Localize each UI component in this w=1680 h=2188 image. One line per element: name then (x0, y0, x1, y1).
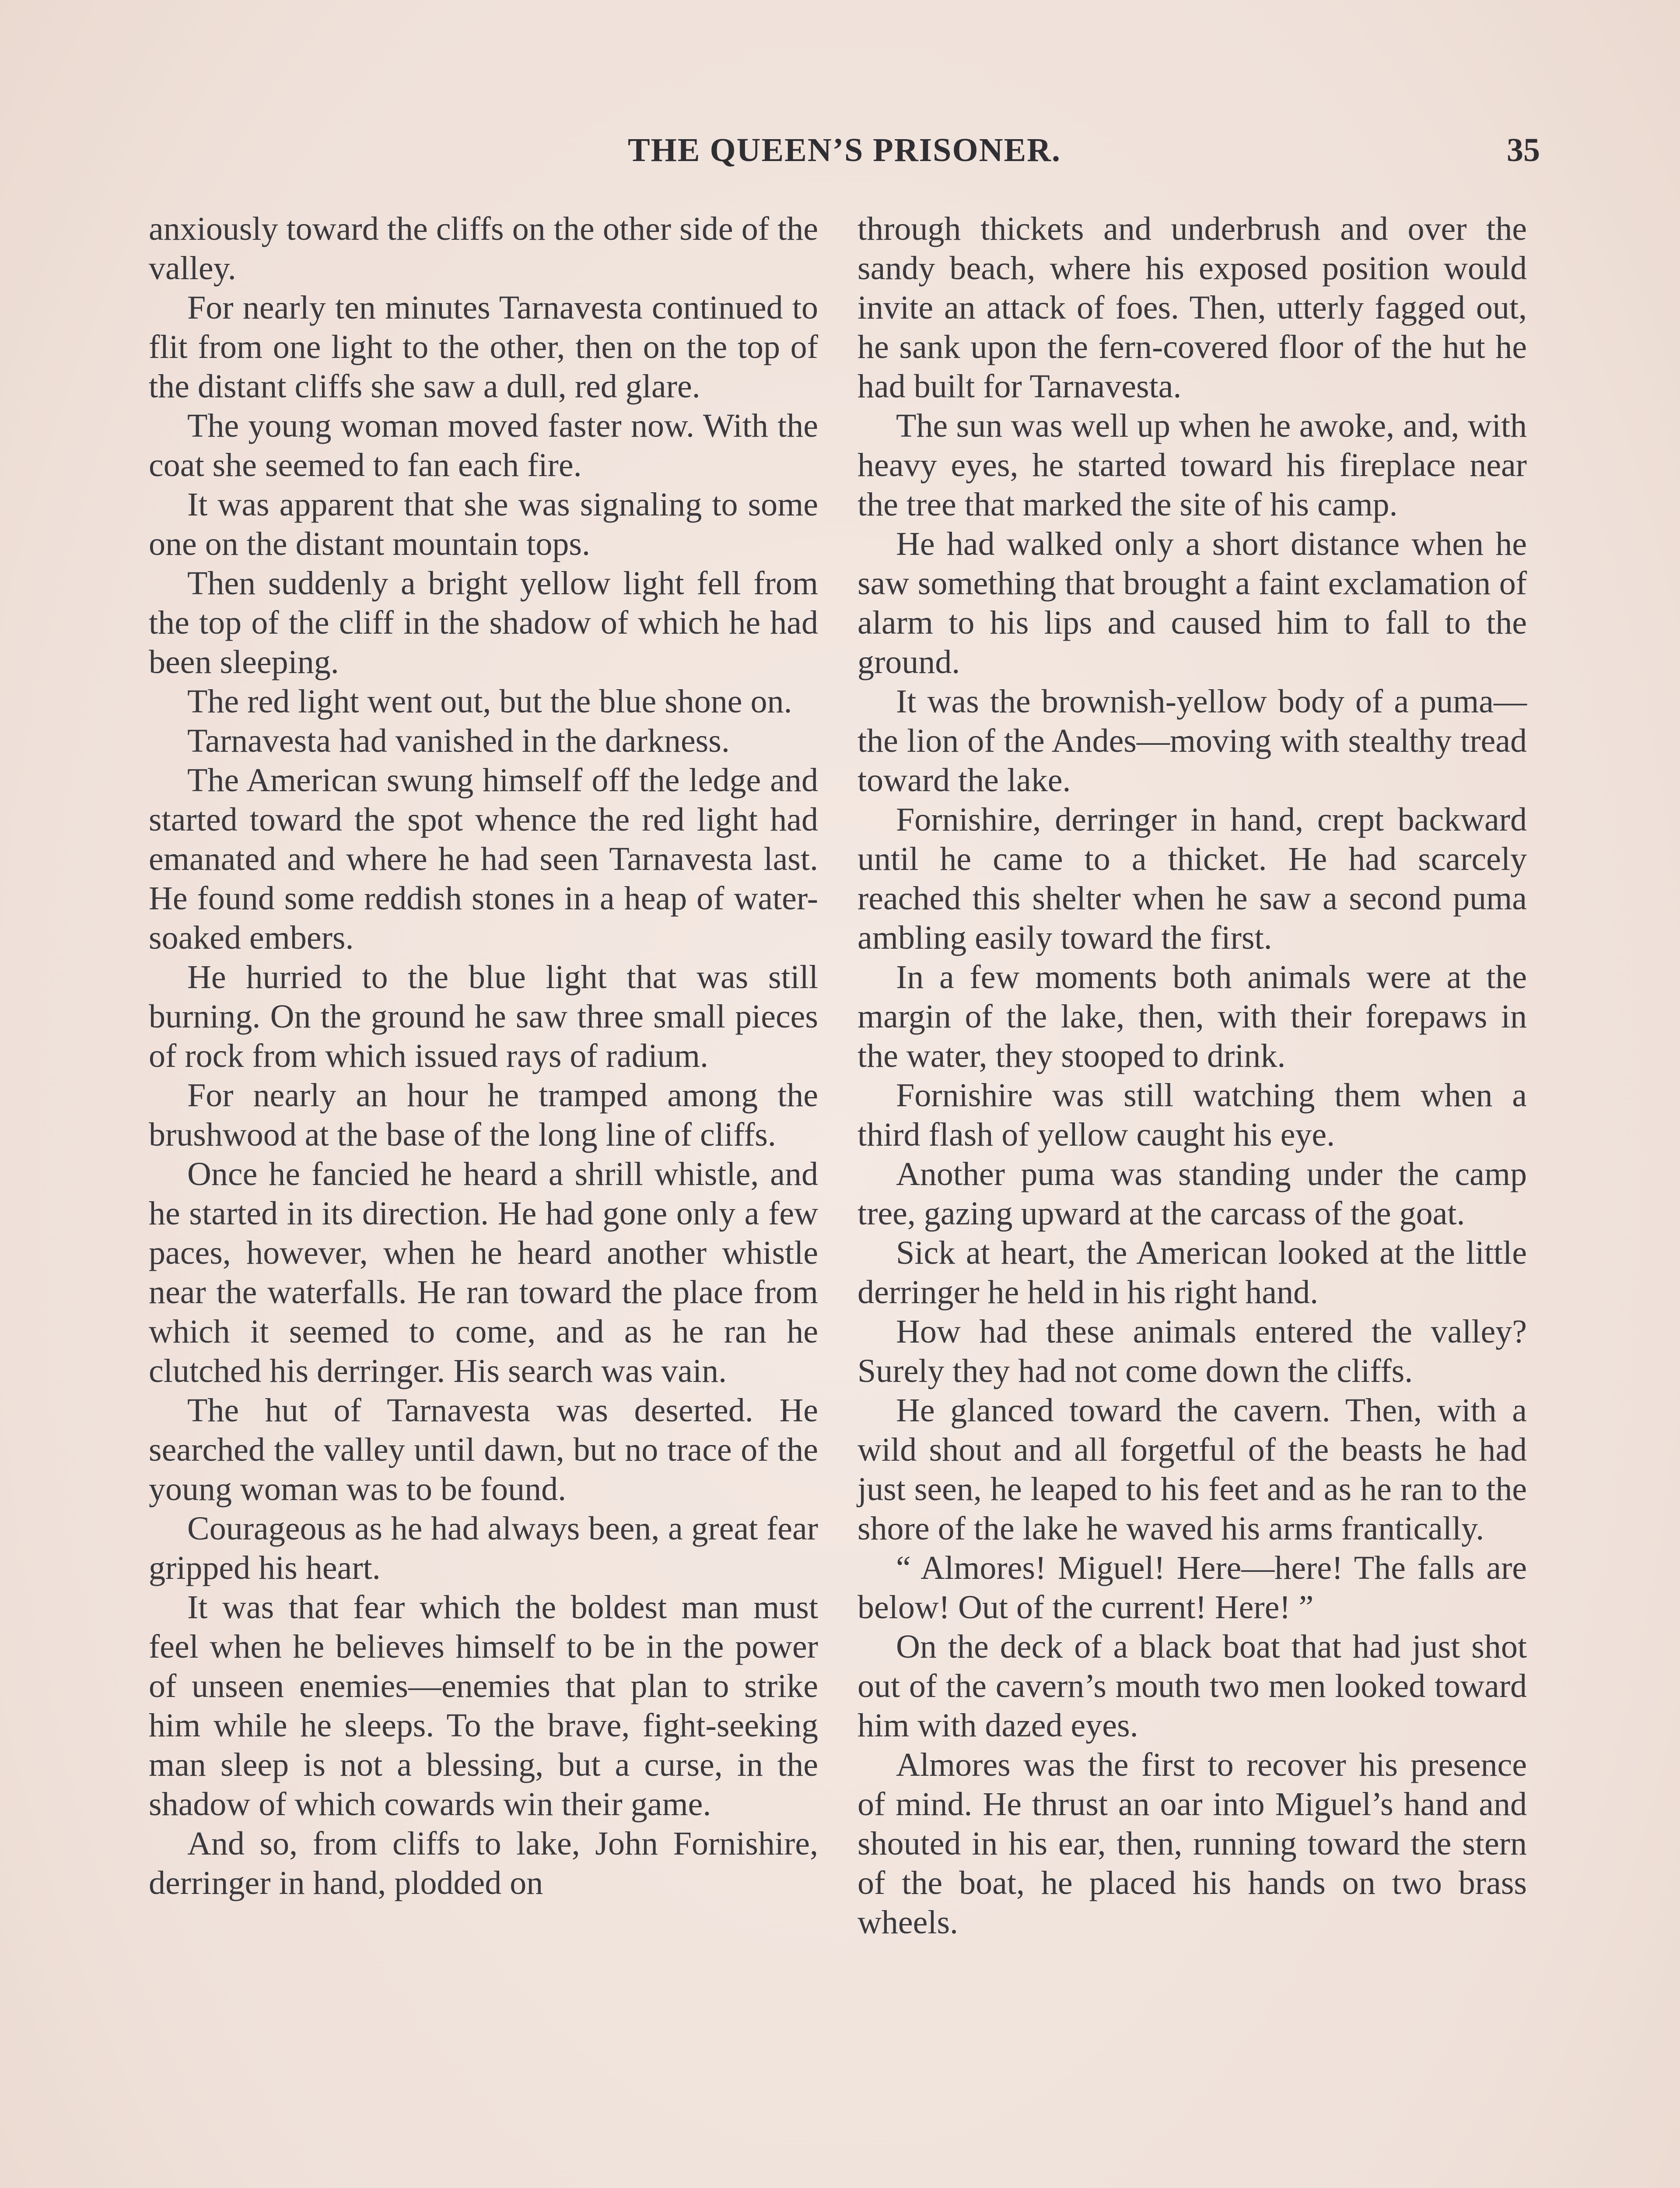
paragraph: For nearly ten minutes Tarnavesta continued to flit from one light to the other, then on the top of the distant cliffs she saw a dull, red glare. (149, 289, 818, 405)
paragraph: He glanced toward the cavern. Then, with a wild shout and all forgetful of the beasts he had just seen, he leaped to his feet and as he ran to the shore of the lake he waved his arms frantically. (858, 1392, 1527, 1547)
paragraph: through thickets and underbrush and over the sandy beach, where his exposed position would invite an attack of foes. Then, utterly fagged out, he sank upon the fern-covered floor of the hut he had built for Tarnavesta. (858, 210, 1527, 405)
paragraph: The sun was well up when he awoke, and, with heavy eyes, he started toward his fireplace near the tree that marked the site of his camp. (858, 407, 1527, 523)
paragraph: Tarnavesta had vanished in the darkness. (187, 722, 730, 759)
paragraph: It was that fear which the boldest man must feel when he believes himself to be in the power of unseen enemies—enemies that plan to strike him while he sleeps. To the brave, fight-seeking man sleep is not a blessing, but a curse, in the shadow of which cowards win their game. (149, 1589, 818, 1823)
paragraph: He hurried to the blue light that was still burning. On the ground he saw three small pieces of rock from which issued rays of radium. (149, 959, 818, 1074)
right-column (858, 209, 1527, 1942)
paragraph: He had walked only a short distance when he saw something that brought a faint exclamation of alarm to his lips and caused him to fall to the ground. (858, 526, 1527, 680)
page-number: 35 (1507, 132, 1540, 168)
paragraph: The red light went out, but the blue shone on. (187, 683, 792, 720)
left-column (149, 209, 818, 1903)
paragraph: How had these animals entered the valley? Surely they had not come down the cliffs. (858, 1313, 1527, 1389)
paragraph: The hut of Tarnavesta was deserted. He searched the valley until dawn, but no trace of the young woman was to be found. (149, 1392, 818, 1508)
paragraph: The young woman moved faster now. With the coat she seemed to fan each fire. (149, 407, 818, 484)
paragraph: And so, from cliffs to lake, John Fornishire, derringer in hand, plodded on (149, 1825, 818, 1901)
paragraph: Sick at heart, the American looked at the little derringer he held in his right hand. (858, 1234, 1527, 1311)
paragraph: It was the brownish-yellow body of a puma—the lion of the Andes—moving with stealthy tread toward the lake. (858, 683, 1527, 799)
paragraph: For nearly an hour he tramped among the brushwood at the base of the long line of cliffs. (149, 1077, 818, 1153)
paragraph: On the deck of a black boat that had just shot out of the cavern’s mouth two men looked toward him with dazed eyes. (858, 1628, 1527, 1744)
paragraph: Fornishire was still watching them when a third flash of yellow caught his eye. (858, 1077, 1527, 1153)
paragraph: Once he fancied he heard a shrill whistle, and he started in its direction. He had gone only a few paces, however, when he heard another whistle near the waterfalls. He ran toward the place from which it seemed to come, and as he ran he clutched his derringer. His search was vain. (149, 1156, 818, 1389)
paragraph: “ Almores! Miguel! Here—here! The falls are below! Out of the current! Here! ” (858, 1550, 1527, 1626)
paragraph: It was apparent that she was signaling to some one on the distant mountain tops. (149, 486, 818, 562)
paragraph: Fornishire, derringer in hand, crept backward until he came to a thicket. He had scarcely reached this shelter when he saw a second puma ambling easily toward the first. (858, 801, 1527, 956)
paragraph: Then suddenly a bright yellow light fell from the top of the cliff in the shadow of which he had been sleeping. (149, 565, 818, 680)
running-title: THE QUEEN’S PRISONER. (627, 132, 1061, 168)
paragraph: anxiously toward the cliffs on the other side of the valley. (149, 210, 818, 287)
page-header (149, 131, 1540, 184)
paragraph: Another puma was standing under the camp tree, gazing upward at the carcass of the goat. (858, 1156, 1527, 1232)
paragraph: Almores was the first to recover his presence of mind. He thrust an oar into Miguel’s hand and shouted in his ear, then, running toward the stern of the boat, he placed his hands on two brass wheels. (858, 1746, 1527, 1941)
paragraph: In a few moments both animals were at the margin of the lake, then, with their forepaws in the water, they stooped to drink. (858, 959, 1527, 1074)
paragraph: The American swung himself off the ledge and started toward the spot whence the red light had emanated and where he had seen Tarnavesta last. He found some reddish stones in a heap of water-soaked embers. (149, 762, 818, 956)
paragraph: Courageous as he had always been, a great fear gripped his heart. (149, 1510, 818, 1586)
